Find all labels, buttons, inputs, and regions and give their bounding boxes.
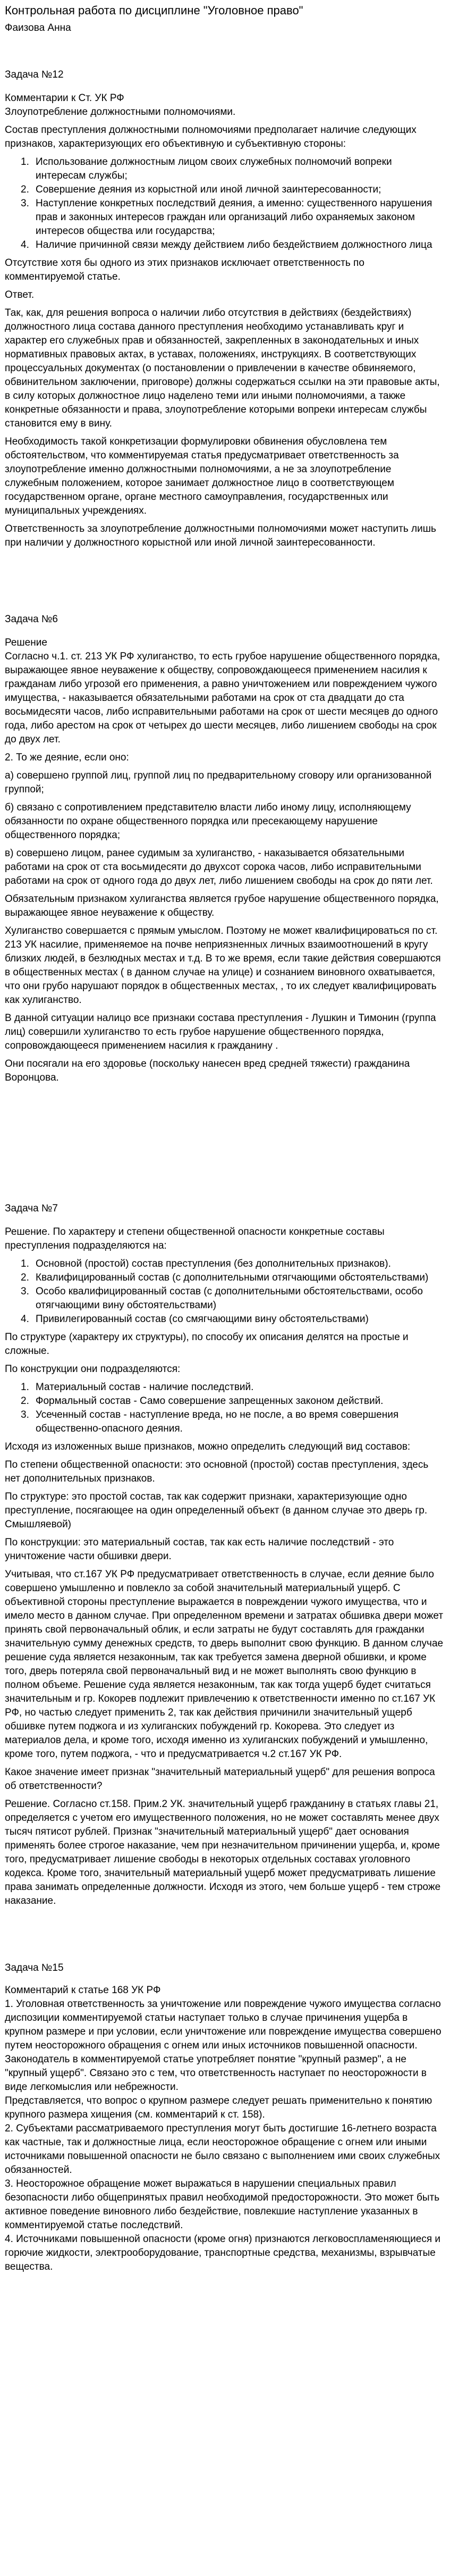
task-6-section [5,613,444,1085]
task-6-paragraph: в) совершено лицом, ранее судимым за хулиганство, - наказывается обязательными работами на срок от ста восьмидесяти до двухсот сорока часов, либо исправительными работами на срок от одного года до двух лет, либо лишением свободы на срок до пяти лет. [5,848,433,886]
task-6-solution-label: Решение [5,637,47,648]
list-item-text: Усеченный состав - наступление вреда, но не после, а во время совершения общественно-опасного деяния. [36,1409,399,1434]
task-12-signs-list [5,155,444,252]
task-15-paragraph: 3. Неосторожное обращение может выражаться в нарушении специальных правил безопасности либо общепринятых правил необходимой предосторожности. Это может быть активное поведение виновного либо бездействие, повлекшие наступление указанных в комментируемой статье последствий. [5,2178,440,2231]
task-6-paragraph: Они посягали на его здоровье (поскольку нанесен вред средней тяжести) гражданина Воронцова. [5,1058,410,1083]
list-item [21,1312,444,1326]
task-7-construction-types-list [5,1381,444,1436]
list-item-text: Основной (простой) состав преступления (без дополнительных признаков). [36,1258,391,1269]
list-number: 2. [21,1395,29,1407]
task-7-construction-label: По конструкции они подразделяются: [5,1364,181,1375]
list-item [21,238,444,252]
list-item-text: Использование должностным лицом своих служебных полномочий вопреки интересам службы; [36,156,392,181]
task-7-paragraph: По конструкции: это материальный состав, так как есть наличие последствий - это уничтожение части обшивки двери. [5,1537,394,1562]
task-6-paragraph: Согласно ч.1. ст. 213 УК РФ хулиганство, то есть грубое нарушение общественного порядка, выражающее явное неуважение к обществу, сопровождающееся применением насилия к гражданам либо угрозой его применения, а равно уничтожением или повреждением чужого имущества, - наказывается обязательными работами на срок от ста двадцати до ста восьмидесяти часов, либо исправительными работами на срок от шести месяцев до одного года, либо арестом на срок от четырех до шести месяцев, либо лишением свободы на срок до двух лет. [5,651,440,745]
task-7-structure-note: По структуре (характеру их структуры), по способу их описания делятся на простые и сложные. [5,1332,409,1357]
task-12-heading: Задача №12 [5,69,64,80]
list-item [21,197,444,238]
task-6-paragraph: б) связано с сопротивлением представителю власти либо иному лицу, исполняющему обязанности по охране общественного порядка или пресекающему нарушение общественного порядка; [5,802,411,841]
task-15-paragraph: 4. Источниками повышенной опасности (кроме огня) признаются легковоспламеняющиеся и горючие жидкости, электрооборудование, транспортные средства, механизмы, взрывчатые вещества. [5,2234,441,2272]
list-number: 3. [21,1409,29,1420]
task-7-paragraph: По структуре: это простой состав, так как содержит признаки, характеризующие одно преступление, посягающее на один определенный объект (в данном случае это дверь гр. Смышляевой) [5,1491,428,1530]
list-item [21,183,444,197]
list-item-text: Наличие причинной связи между действием либо бездействием должностного лица [36,239,432,250]
task-15-comment-title: Комментарий к статье 168 УК РФ [5,1985,161,1996]
task-15-paragraph: Представляется, что вопрос о крупном размере следует решать применительно к понятию крупного размера хищения (см. комментарий к ст. 158). [5,2095,432,2120]
task-6-paragraph: Обязательным признаком хулиганства является грубое нарушение общественного порядка, выражающее явное неуважение к обществу. [5,893,439,918]
list-number: 2. [21,184,29,195]
task-15-paragraph: Законодатель в комментируемой статье употребляет понятие "крупный размер", а не "крупный ущерб". Связано это с тем, что ответственность наступает по неосторожности в виде легкомыслия или небрежности. [5,2054,427,2093]
list-item-text: Совершение деяния из корыстной или иной личной заинтересованности; [36,184,381,195]
list-number: 2. [21,1272,29,1283]
list-item-text: Квалифицированный состав (с дополнительными отягчающими обстоятельствами) [36,1272,429,1283]
list-number: 4. [21,239,29,250]
task-6-paragraph: В данной ситуации налицо все признаки состава преступления - Лушкин и Тимонин (группа лиц) совершили хулиганство то есть грубое нарушение общественного порядка, сопровождающееся применением насилия к гражданину . [5,1013,436,1051]
task-12-answer-paragraph: Необходимость такой конкретизации формулировки обвинения обусловлена тем обстоятельством, что комментируемая статья предусматривает ответственность за злоупотребление именно должностными полномочиями, а не за злоупотребление служебным положением, которое занимает должностное лицо в соответствующем государственном органе, органе местного самоуправления, государственных или муниципальных учреждениях. [5,436,399,516]
list-item [21,1394,444,1408]
list-item [21,1408,444,1436]
task-7-intro: Решение. По характеру и степени общественной опасности конкретные составы преступления подразделяются на: [5,1226,385,1251]
list-number: 1. [21,1258,29,1269]
list-item [21,1381,444,1394]
list-number: 3. [21,1286,29,1297]
task-12-absence-note: Отсутствие хотя бы одного из этих признаков исключает ответственность по комментируемой статье. [5,257,364,282]
task-7-danger-types-list [5,1257,444,1326]
task-6-paragraph: Хулиганство совершается с прямым умыслом. Поэтому не может квалифицироваться по ст. 213 УК насилие, применяемое на почве неприязненных личных взаимоотношений в кругу близких людей, в безлюдных местах и т.д. В то же время, если такие действия совершаются в общественных местах ( в данном случае на улице) и сознанием виновного охватывается, что они грубо нарушают порядок в общественных местах, , то их следует квалифицировать как хулиганство. [5,925,441,1006]
list-item [21,1257,444,1271]
task-12-subject: Злоупотребление должностными полномочиями. [5,106,236,118]
task-15-paragraph: 2. Субъектами рассматриваемого преступления могут быть достигшие 16-летнего возраста как частные, так и должностные лица, если неосторожное обращение с огнем или иными источниками повышенной опасности не было связано с выполнением ими своих служебных обязанностей. [5,2123,440,2176]
document-author: Фаизова Анна [5,22,71,34]
task-12-answer-paragraph: Так, как, для решения вопроса о наличии либо отсутствия в действиях (бездействиях) должностного лица состава данного преступления необходимо устанавливать круг и характер его служебных прав и обязанностей, закрепленных в законодательных и иных нормативных правовых актах, в уставах, положениях, инструкциях. В соответствующих процессуальных документах (о постановлении о привлечении в качестве обвиняемого, обвинительном заключении, приговоре) должны содержаться ссылки на эти правовые акты, в силу которых должностное лицо наделено теми или иными полномочиями, а также конкретные обязанности и права, злоупотребление которыми вопреки интересам службы становится ему в вину. [5,307,440,429]
list-item-text: Наступление конкретных последствий деяния, а именно: существенного нарушения прав и законных интересов граждан или организаций либо охраняемых законом интересов общества или государства; [36,198,432,237]
task-12-answer-paragraph: Ответственность за злоупотребление должностными полномочиями может наступить лишь при наличии у должностного корыстной или иной личной заинтересованности. [5,523,436,548]
task-12-section [5,68,444,550]
task-12-comment-title: Комментарии к Ст. УК РФ [5,93,124,104]
task-7-question: Какое значение имеет признак "значительный материальный ущерб" для решения вопроса об ответственности? [5,1767,435,1792]
document-title: Контрольная работа по дисциплине "Уголовное право" [5,4,303,17]
task-7-paragraph: По степени общественной опасности: это основной (простой) состав преступления, здесь нет дополнительных признаков. [5,1459,429,1484]
task-6-paragraph: 2. То же деяние, если оно: [5,752,129,763]
list-item-text: Привилегированный состав (со смягчающими вину обстоятельствами) [36,1314,369,1325]
list-item-text: Особо квалифицированный состав (с дополнительными обстоятельствами, особо отягчающими вину обстоятельствами) [36,1286,423,1311]
task-15-heading: Задача №15 [5,1962,64,1973]
list-number: 1. [21,1382,29,1393]
list-number: 4. [21,1314,29,1325]
task-15-paragraph: 1. Уголовная ответственность за уничтожение или повреждение чужого имущества согласно диспозиции комментируемой статьи наступает только в случае причинения ущерба в крупном размере и при условии, если уничтожение или повреждение имущества совершено путем неосторожного обращения с огнем или иных источников повышенной опасности. [5,1998,441,2051]
task-6-heading: Задача №6 [5,614,58,625]
task-15-section [5,1961,444,2274]
list-item-text: Материальный состав - наличие последствий. [36,1382,254,1393]
task-12-answer-label: Ответ. [5,289,35,300]
list-number: 3. [21,198,29,209]
list-item [21,1285,444,1312]
task-6-paragraph: а) совершено группой лиц, группой лиц по предварительному сговору или организованной группой; [5,770,432,795]
task-12-intro: Состав преступления должностными полномочиями предполагает наличие следующих признаков, характеризующих его объективную и субъективную стороны: [5,124,417,149]
list-item [21,1271,444,1285]
task-7-heading: Задача №7 [5,1203,58,1214]
task-7-section [5,1202,444,1908]
list-item [21,155,444,183]
list-item-text: Формальный состав - Само совершение запрещенных законом действий. [36,1395,384,1407]
task-7-paragraph: Исходя из изложенных выше признаков, можно определить следующий вид составов: [5,1441,411,1452]
task-7-paragraph: Учитывая, что ст.167 УК РФ предусматривает ответственность в случае, если деяние было совершено умышленно и повлекло за собой значительный материальный ущерб. С объективной стороны преступление выражается в повреждении чужого имущества, что и имело место в данном случае. При определенном времени и затратах обшивка двери может принять свой первоначальный облик, и если затраты не будут составлять для гражданки значительную сумму денежных средств, то дверь выполнит свою функцию. В данном случае решение суда является незаконным, так как требуется замена дверной обшивки, и кроме того, дверь потеряла свой первоначальный вид и не может выполнять свою функцию в полном объеме. Решение суда является незаконным, так как тогда ущерб будет считаться значительным и гр. Кокорев подлежит привлечению к ответственности именно по ст.167 УК РФ, но частью следует применить 2, так как действия причинили значительный ущерб обшивке путем поджога и из хулиганских побуждений гр. Кокорева. Это следует из материалов дела, и кроме того, исходя именно из хулиганских побуждений и умышленно, кроме того, путем поджога, - что и предусматривается ч.2 ст.167 УК РФ. [5,1569,444,1760]
task-7-paragraph: Решение. Согласно ст.158. Прим.2 УК. значительный ущерб гражданину в статьях главы 21, определяется с учетом его имущественного положения, но не может составлять менее двух тысяч пятисот рублей. Признак "значительный материальный ущерб" дает основания применять более строгое наказание, чем при незначительном причинении ущерба, и, кроме того, предусматривает лишение свободы в некоторых отдельных составах уголовного кодекса. Кроме того, значительный материальный ущерб может предусматривать лишение права занимать определенные должности. Исходя из этого, чем больше ущерб - тем строже наказание. [5,1799,441,1906]
list-number: 1. [21,156,29,168]
